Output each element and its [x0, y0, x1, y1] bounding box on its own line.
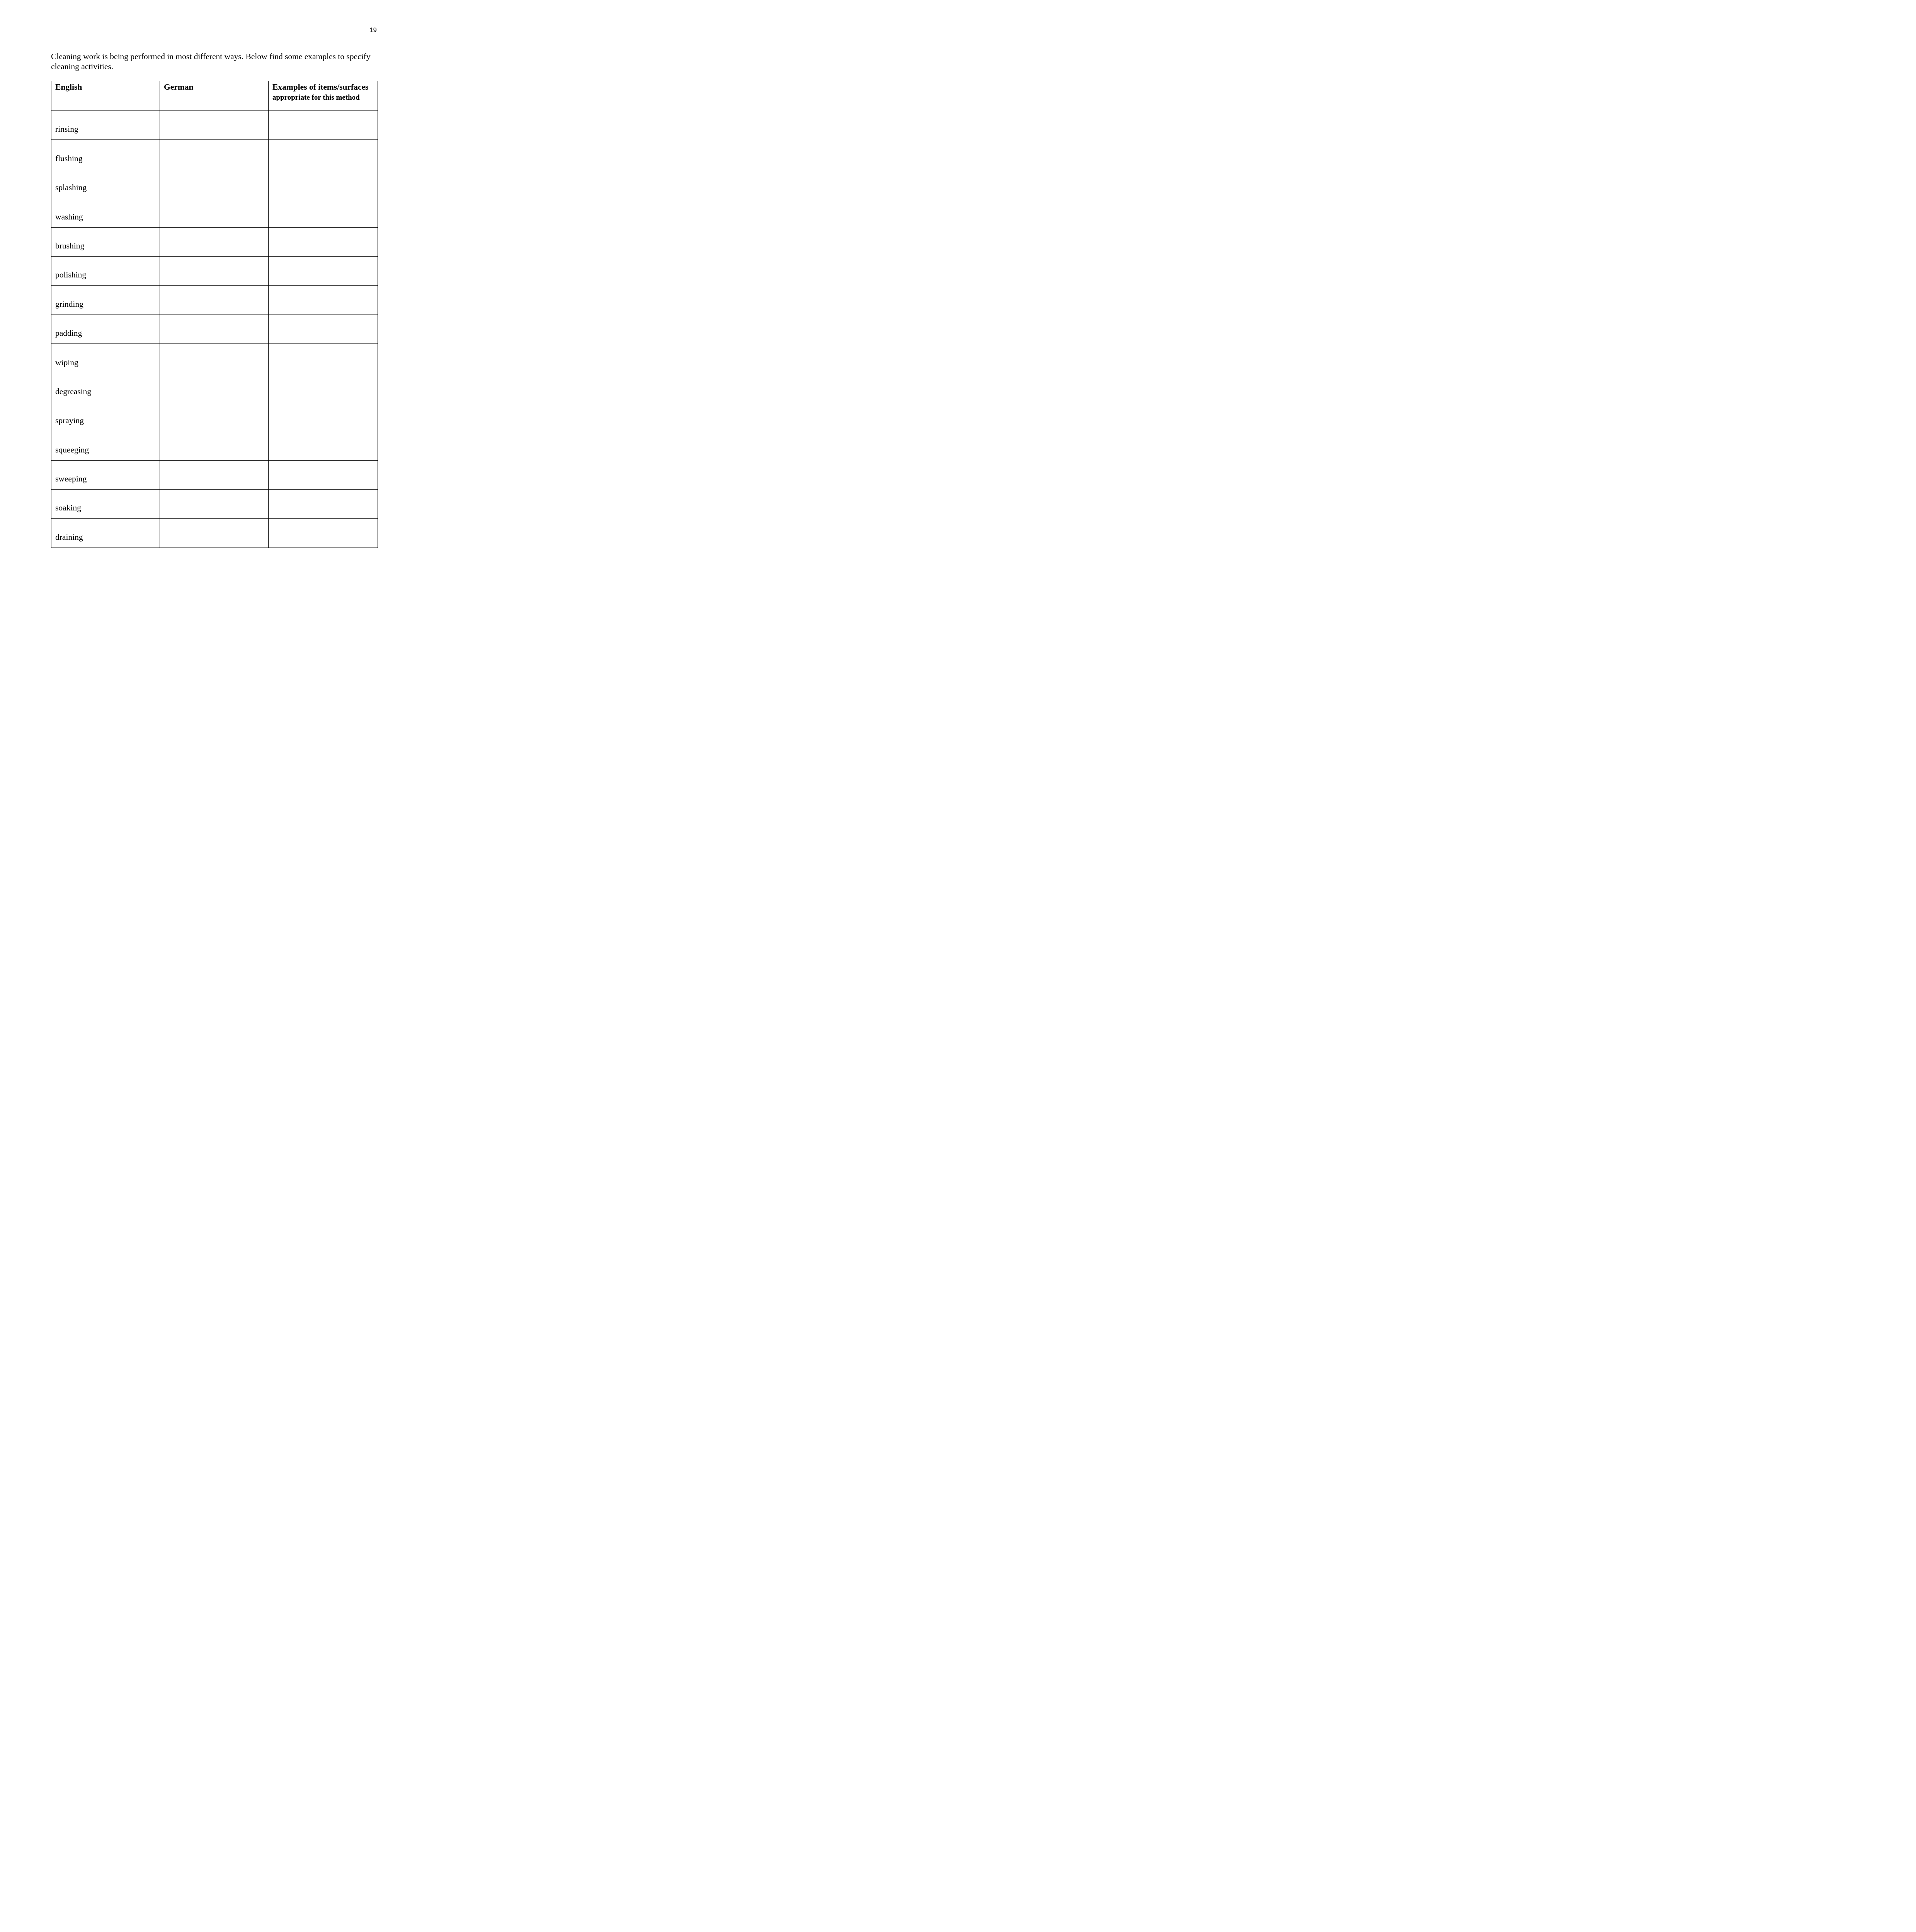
examples-cell [269, 198, 378, 227]
english-term-cell: squeeging [51, 431, 160, 460]
english-term-cell: degreasing [51, 373, 160, 402]
header-examples [269, 81, 378, 111]
examples-cell [269, 111, 378, 140]
english-term-cell: polishing [51, 256, 160, 285]
table-row [51, 140, 378, 169]
table-row [51, 519, 378, 548]
table-row [51, 431, 378, 460]
german-term-cell [160, 111, 269, 140]
table-row [51, 198, 378, 227]
examples-cell [269, 256, 378, 285]
english-term-cell: soaking [51, 490, 160, 519]
english-term-cell: draining [51, 519, 160, 548]
german-term-cell [160, 344, 269, 373]
german-term-cell [160, 198, 269, 227]
examples-cell [269, 490, 378, 519]
header-english: English [51, 81, 160, 111]
table-row [51, 315, 378, 344]
german-term-cell [160, 286, 269, 315]
examples-cell [269, 227, 378, 256]
english-term-cell: flushing [51, 140, 160, 169]
examples-cell [269, 140, 378, 169]
table-row [51, 402, 378, 431]
german-term-cell [160, 519, 269, 548]
intro-text: Cleaning work is being performed in most different ways. Below find some examples to specify cleaning activities. [51, 52, 371, 71]
table-row [51, 373, 378, 402]
english-term-cell: splashing [51, 169, 160, 198]
table-row [51, 490, 378, 519]
german-term-cell [160, 490, 269, 519]
german-term-cell [160, 460, 269, 489]
english-term-cell: spraying [51, 402, 160, 431]
table-row [51, 460, 378, 489]
table-row [51, 256, 378, 285]
english-term-cell: washing [51, 198, 160, 227]
table-row [51, 344, 378, 373]
header-examples-line1: Examples of items/surfaces [272, 82, 369, 92]
examples-cell [269, 460, 378, 489]
english-term-cell: padding [51, 315, 160, 344]
german-term-cell [160, 140, 269, 169]
english-term-cell: rinsing [51, 111, 160, 140]
table-row [51, 286, 378, 315]
english-term-cell: grinding [51, 286, 160, 315]
examples-cell [269, 519, 378, 548]
table-row [51, 169, 378, 198]
examples-cell [269, 169, 378, 198]
header-german: German [160, 81, 269, 111]
german-term-cell [160, 256, 269, 285]
examples-cell [269, 344, 378, 373]
english-term-cell: wiping [51, 344, 160, 373]
table-row [51, 227, 378, 256]
table-body [51, 111, 378, 548]
examples-cell [269, 315, 378, 344]
table-header-row [51, 81, 378, 111]
table-row [51, 111, 378, 140]
examples-cell [269, 402, 378, 431]
examples-cell [269, 373, 378, 402]
english-term-cell: brushing [51, 227, 160, 256]
examples-cell [269, 286, 378, 315]
german-term-cell [160, 402, 269, 431]
vocabulary-table [51, 81, 378, 548]
page-number: 19 [369, 26, 377, 34]
english-term-cell: sweeping [51, 460, 160, 489]
german-term-cell [160, 315, 269, 344]
german-term-cell [160, 169, 269, 198]
german-term-cell [160, 431, 269, 460]
examples-cell [269, 431, 378, 460]
german-term-cell [160, 373, 269, 402]
german-term-cell [160, 227, 269, 256]
header-examples-line2: appropriate for this method [272, 94, 360, 102]
